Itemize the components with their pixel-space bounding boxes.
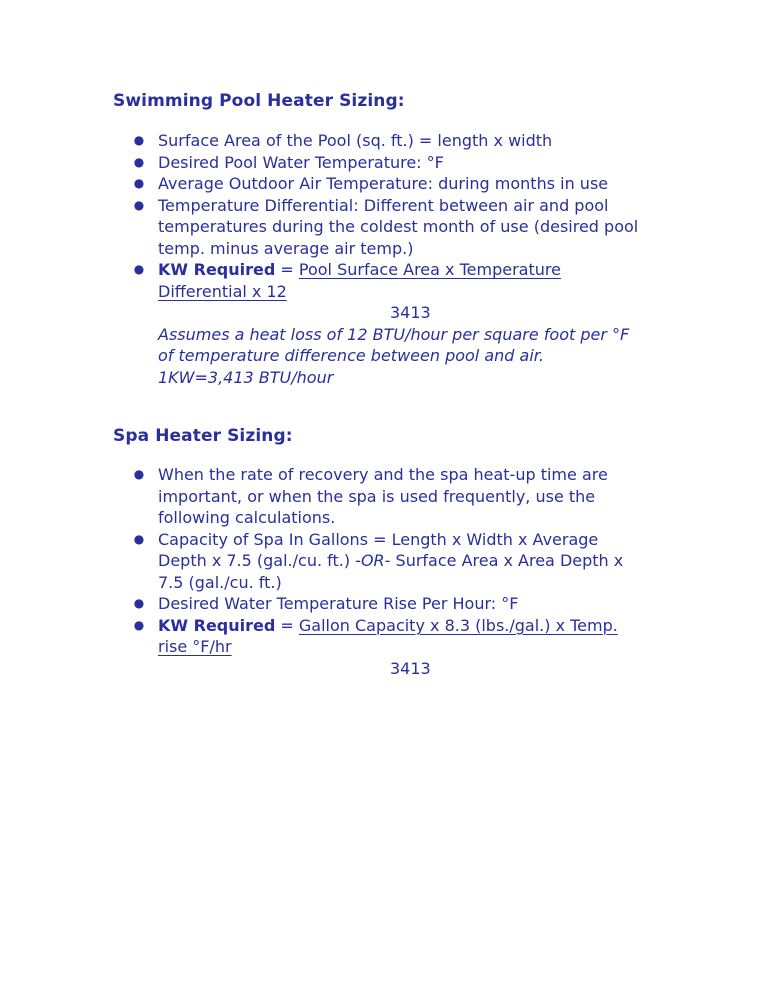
bullet-icon: ● bbox=[133, 531, 145, 546]
spa-kw-denominator: 3413 bbox=[390, 658, 431, 678]
spa-kw-label: KW Required bbox=[158, 615, 276, 635]
list-item bbox=[133, 259, 643, 388]
pool-kw-numerator: Pool Surface Area x Temperature Differential x 12 bbox=[158, 260, 561, 301]
pool-kw-conversion-note: 1KW=3,413 BTU/hour bbox=[158, 367, 334, 387]
bullet-icon: ● bbox=[133, 197, 145, 212]
pool-desired-temp-text: Desired Pool Water Temperature: °F bbox=[158, 152, 444, 172]
bullet-icon: ● bbox=[133, 176, 145, 190]
spa-kw-numerator: Gallon Capacity x 8.3 (lbs./gal.) x Temp. rise °F/hr bbox=[158, 615, 618, 656]
pool-surface-area-text: Surface Area of the Pool (sq. ft.) = length x width bbox=[158, 131, 553, 150]
spa-temp-rise-text: Desired Water Temperature Rise Per Hour: °F bbox=[158, 594, 519, 613]
pool-outdoor-temp-text: Average Outdoor Air Temperature: during months in use bbox=[158, 174, 609, 193]
bullet-icon: ● bbox=[133, 133, 145, 147]
list-item bbox=[133, 464, 643, 529]
pool-bullet-list bbox=[133, 130, 643, 388]
spa-heading: Spa Heater Sizing: bbox=[113, 426, 293, 446]
bullet-icon: ● bbox=[133, 617, 145, 632]
spa-capacity-text-part-2: - Surface Area x Area Depth x 7.5 (gal./cu. ft.) bbox=[158, 551, 624, 592]
bullet-icon: ● bbox=[133, 262, 145, 276]
spa-kw-equals: = bbox=[275, 615, 299, 635]
list-item bbox=[133, 173, 643, 195]
bullet-icon: ● bbox=[133, 596, 145, 610]
list-item bbox=[133, 130, 643, 152]
spa-capacity-text-part-1: Capacity of Spa In Gallons = Length x Width x Average Depth x 7.5 (gal./cu. ft.) - bbox=[158, 529, 599, 570]
pool-heat-loss-note: Assumes a heat loss of 12 BTU/hour per square foot per °F of temperature difference between pool and air. bbox=[158, 324, 630, 365]
pool-kw-equals: = bbox=[275, 260, 299, 279]
list-item bbox=[133, 593, 643, 615]
pool-heading: Swimming Pool Heater Sizing: bbox=[113, 91, 405, 111]
spa-capacity-or: OR bbox=[360, 551, 385, 570]
pool-temp-differential-text: Temperature Differential: Different between air and pool temperatures during the coldest month of use (desired pool temp. minus average air temp.) bbox=[158, 195, 639, 258]
pool-kw-label: KW Required bbox=[158, 260, 276, 279]
bullet-icon: ● bbox=[133, 467, 145, 481]
list-item bbox=[133, 615, 643, 680]
list-item bbox=[133, 152, 643, 174]
spa-bullet-list bbox=[133, 464, 643, 679]
list-item bbox=[133, 529, 643, 594]
spa-recovery-text: When the rate of recovery and the spa heat-up time are important, or when the spa is used frequently, use the following calculations. bbox=[158, 465, 608, 527]
list-item bbox=[133, 195, 643, 260]
pool-kw-denominator: 3413 bbox=[390, 303, 431, 322]
bullet-icon: ● bbox=[133, 154, 145, 169]
